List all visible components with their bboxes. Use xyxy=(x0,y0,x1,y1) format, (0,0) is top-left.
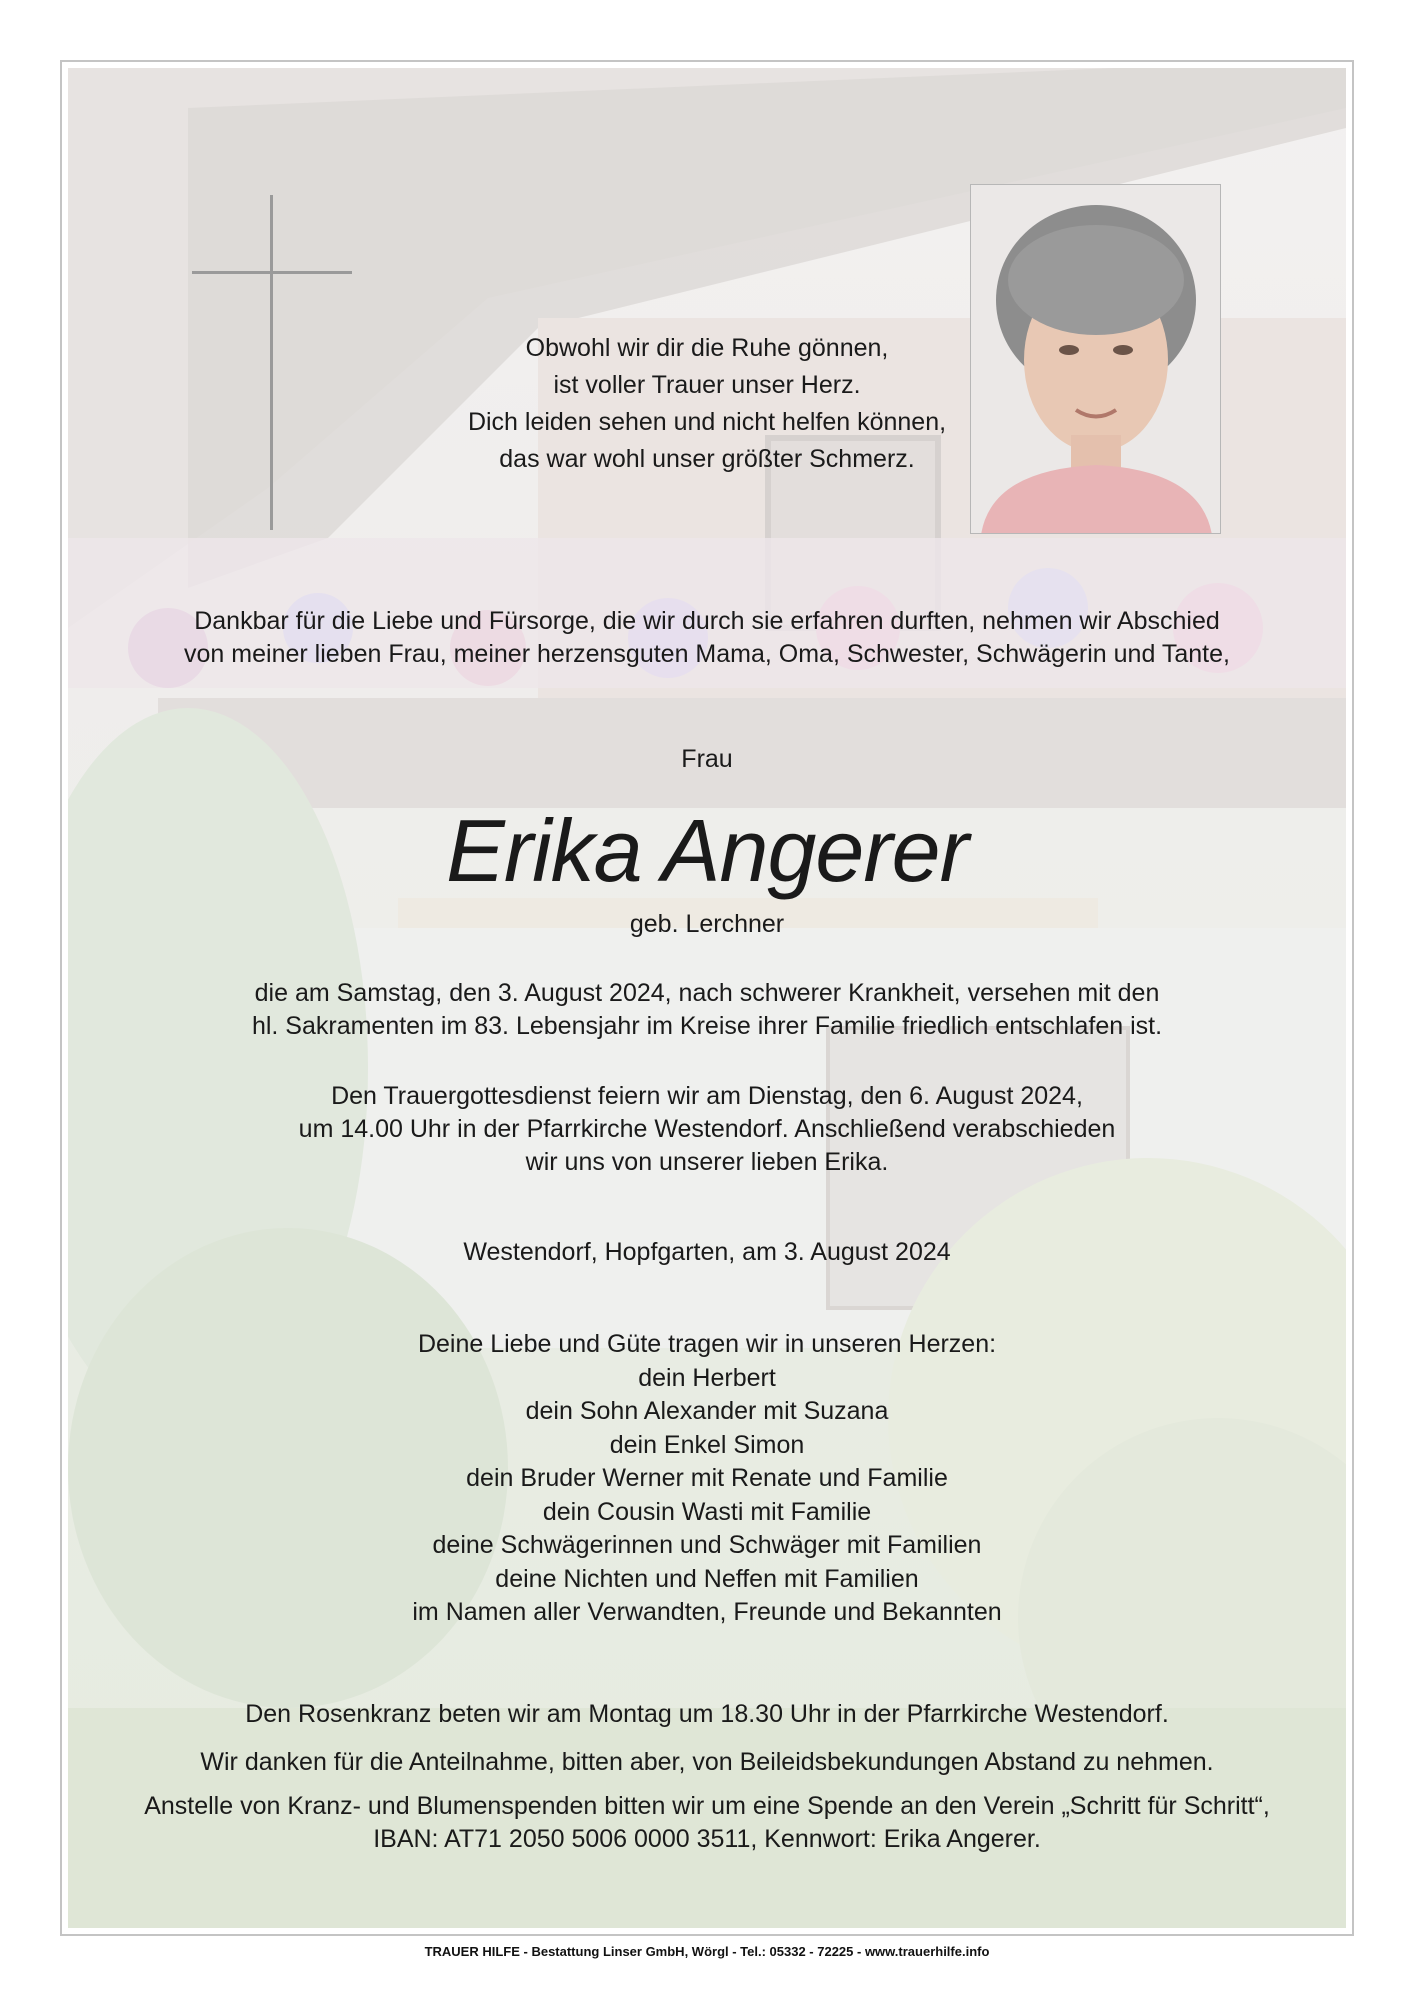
condolence-note: Wir danken für die Anteilnahme, bitten aber, von Beileidsbekundungen Abstand zu nehmen. xyxy=(200,1748,1214,1776)
closing-notes xyxy=(68,1690,1346,1786)
service-line: wir uns von unserer lieben Erika. xyxy=(525,1148,889,1176)
mourner-line: im Namen aller Verwandten, Freunde und Bekannten xyxy=(412,1598,1002,1626)
birth-name: geb. Lerchner xyxy=(629,910,785,938)
cross-icon-horizontal xyxy=(192,271,352,274)
salutation: Frau xyxy=(681,745,733,773)
donation-line: Anstelle von Kranz- und Blumenspenden bitten wir um eine Spende an den Verein „Schritt für Schritt“, xyxy=(144,1792,1270,1820)
mourners-list xyxy=(68,1328,1346,1630)
poem-line: Obwohl wir dir die Ruhe gönnen, xyxy=(525,334,889,362)
deceased-name: Erika Angerer xyxy=(446,801,968,900)
donation-note xyxy=(68,1790,1346,1856)
intro-text xyxy=(68,605,1346,671)
poem-line: Dich leiden sehen und nicht helfen können, xyxy=(467,408,947,436)
mourner-line: dein Enkel Simon xyxy=(609,1430,805,1459)
mourner-line: dein Herbert xyxy=(638,1363,776,1392)
poem-line: ist voller Trauer unser Herz. xyxy=(553,371,861,399)
rosary-note: Den Rosenkranz beten wir am Montag um 18.30 Uhr in der Pfarrkirche Westendorf. xyxy=(245,1700,1169,1728)
mourner-line: Deine Liebe und Güte tragen wir in unseren Herzen: xyxy=(417,1330,997,1358)
intro-line: von meiner lieben Frau, meiner herzensguten Mama, Oma, Schwester, Schwägerin und Tante, xyxy=(184,640,1230,668)
funeral-service xyxy=(68,1080,1346,1179)
death-notice xyxy=(68,977,1346,1043)
footer-imprint: TRAUER HILFE - Bestattung Linser GmbH, Wörgl - Tel.: 05332 - 72225 - www.trauerhilfe.info xyxy=(424,1944,990,1959)
mourner-line: dein Sohn Alexander mit Suzana xyxy=(525,1397,889,1425)
service-line: Den Trauergottesdienst feiern wir am Dienstag, den 6. August 2024, xyxy=(331,1082,1083,1110)
death-notice-line: hl. Sakramenten im 83. Lebensjahr im Kreise ihrer Familie friedlich entschlafen ist. xyxy=(251,1012,1163,1040)
service-line: um 14.00 Uhr in der Pfarrkirche Westendorf. Anschließend verabschieden xyxy=(298,1115,1116,1143)
mourner-line: deine Nichten und Neffen mit Familien xyxy=(495,1564,919,1593)
death-notice-line: die am Samstag, den 3. August 2024, nach schwerer Krankheit, versehen mit den xyxy=(254,979,1160,1007)
poem xyxy=(68,330,1346,478)
mourner-line: dein Cousin Wasti mit Familie xyxy=(542,1497,872,1526)
mourner-line: deine Schwägerinnen und Schwäger mit Familien xyxy=(432,1531,982,1559)
intro-line: Dankbar für die Liebe und Fürsorge, die wir durch sie erfahren durften, nehmen wir Abschied xyxy=(194,607,1220,635)
donation-line: IBAN: AT71 2050 5006 0000 3511, Kennwort: Erika Angerer. xyxy=(373,1825,1041,1853)
poem-line: das war wohl unser größter Schmerz. xyxy=(499,445,915,473)
mourner-line: dein Bruder Werner mit Renate und Familie xyxy=(466,1464,948,1492)
place-date: Westendorf, Hopfgarten, am 3. August 2024 xyxy=(463,1238,951,1266)
